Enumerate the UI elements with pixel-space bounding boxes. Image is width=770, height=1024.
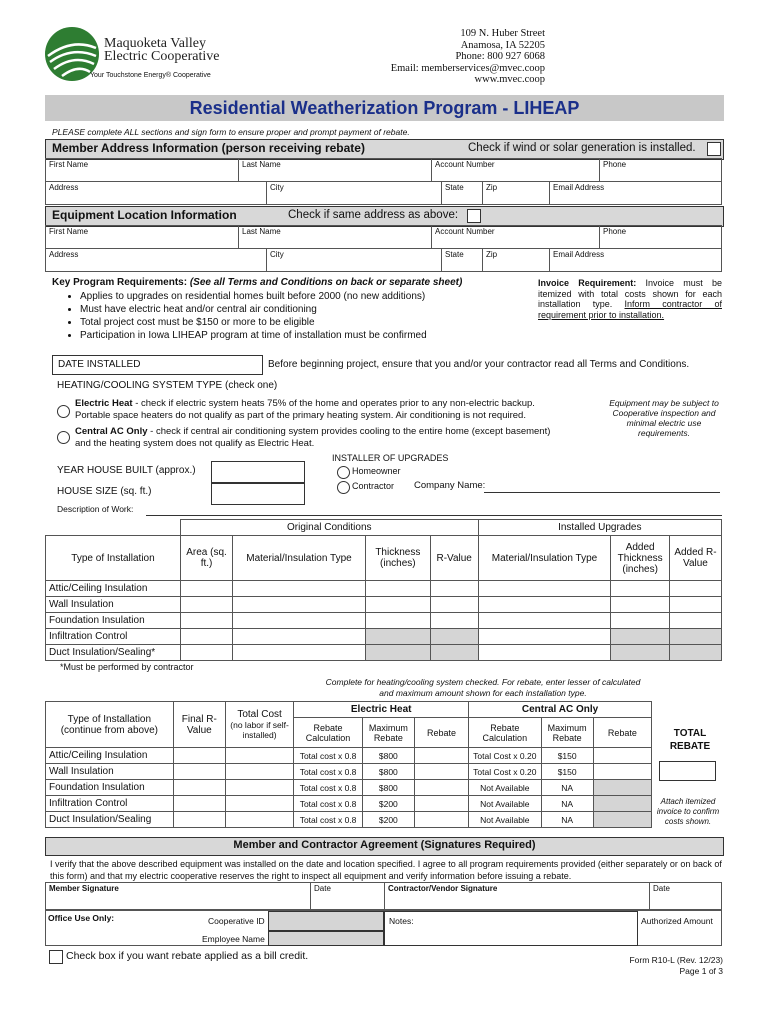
homeowner-label: Homeowner xyxy=(352,466,401,476)
c-calc-cell: Not Available xyxy=(469,780,542,796)
rebate-table xyxy=(45,701,652,828)
col-thickness: Thickness (inches) xyxy=(365,536,430,581)
table-row-label: Foundation Insulation xyxy=(46,780,174,796)
equip-state-field[interactable]: State xyxy=(441,248,483,272)
equipment-heading: Equipment Location Information xyxy=(52,208,237,222)
col-type2: Type of Installation (continue from above) xyxy=(46,702,174,748)
year-built-field[interactable] xyxy=(211,461,305,483)
table-cell[interactable] xyxy=(233,581,366,597)
col-area: Area (sq. ft.) xyxy=(180,536,232,581)
equip-first-name-field[interactable]: First Name xyxy=(45,225,239,249)
electric-heat-text: Electric Heat - check if electric system heats 75% of the home and operates prior to any non-electric backup. Portable space heaters do not qualify as part of the primary heating system. Air conditioning is not required. xyxy=(75,398,535,421)
member-city-field[interactable]: City xyxy=(266,181,442,205)
table-cell[interactable] xyxy=(233,629,366,645)
e-max-cell: $200 xyxy=(362,812,414,828)
table-cell[interactable] xyxy=(365,613,430,629)
installer-label: INSTALLER OF UPGRADES xyxy=(332,453,449,463)
table-row-label: Duct Insulation/Sealing* xyxy=(46,645,181,661)
instructions: PLEASE complete ALL sections and sign form to ensure proper and prompt payment of rebate. xyxy=(52,127,410,137)
table-cell[interactable] xyxy=(669,613,721,629)
table-cell[interactable] xyxy=(414,748,468,764)
authorized-amount-label: Authorized Amount xyxy=(641,916,713,926)
equip-zip-field[interactable]: Zip xyxy=(482,248,550,272)
total-rebate-field[interactable] xyxy=(659,761,716,781)
same-address-label: Check if same address as above: xyxy=(288,209,459,221)
table-cell[interactable] xyxy=(478,613,611,629)
hvac-label: HEATING/COOLING SYSTEM TYPE (check one) xyxy=(57,380,278,391)
table-cell[interactable] xyxy=(478,581,611,597)
house-size-field[interactable] xyxy=(211,483,305,505)
table-row-label: Wall Insulation xyxy=(46,764,174,780)
e-max-cell: $200 xyxy=(362,796,414,812)
table-cell[interactable] xyxy=(430,581,478,597)
description-line[interactable] xyxy=(146,515,722,516)
table-cell[interactable] xyxy=(173,780,225,796)
table-cell[interactable] xyxy=(173,812,225,828)
c-calc-cell: Total Cost x 0.20 xyxy=(469,764,542,780)
c-max-cell: NA xyxy=(541,812,593,828)
table-cell[interactable] xyxy=(180,629,232,645)
wind-solar-label: Check if wind or solar generation is installed. xyxy=(468,142,696,154)
equip-phone-field[interactable]: Phone xyxy=(599,225,722,249)
company-name-line[interactable] xyxy=(484,492,720,493)
central-ac-text: Central AC Only - check if central air conditioning system provides cooling to the entire home (except basement) and the heating system does not qualify as Electric Heat. xyxy=(75,426,551,449)
requirement-item: • Total project cost must be $150 or more to be eligible xyxy=(80,316,486,329)
c-max-cell: $150 xyxy=(541,764,593,780)
table-row-label: Duct Insulation/Sealing xyxy=(46,812,174,828)
requirements-list xyxy=(66,290,486,342)
col-e-max: Maximum Rebate xyxy=(362,718,414,748)
member-phone-field[interactable]: Phone xyxy=(599,158,722,182)
e-calc-cell: Total cost x 0.8 xyxy=(294,780,362,796)
employee-label: Employee Name xyxy=(202,934,265,944)
col-added-rvalue: Added R-Value xyxy=(669,536,721,581)
requirement-item: • Participation in Iowa LIHEAP program at time of installation must be confirmed xyxy=(80,329,486,342)
table-cell[interactable] xyxy=(225,812,293,828)
col-type: Type of Installation xyxy=(46,536,181,581)
e-calc-cell: Total cost x 0.8 xyxy=(294,796,362,812)
table-cell-disabled xyxy=(365,629,430,645)
table-row-label: Attic/Ceiling Insulation xyxy=(46,581,181,597)
table-row-label: Foundation Insulation xyxy=(46,613,181,629)
contractor-footnote: *Must be performed by contractor xyxy=(60,662,194,672)
installed-upgrades-header: Installed Upgrades xyxy=(478,520,721,536)
col-material-installed: Material/Insulation Type xyxy=(478,536,611,581)
complete-note: Complete for heating/cooling system checked. For rebate, enter lesser of calculated and maximum amount shown for each installation type. xyxy=(325,677,641,698)
central-ac-header: Central AC Only xyxy=(469,702,652,718)
original-conditions-header: Original Conditions xyxy=(180,520,478,536)
col-c-rebate: Rebate xyxy=(593,718,651,748)
contractor-signature-field[interactable]: Contractor/Vendor Signature xyxy=(384,882,650,910)
table-cell[interactable] xyxy=(233,613,366,629)
office-use-label: Office Use Only: xyxy=(48,913,115,923)
table-cell[interactable] xyxy=(669,597,721,613)
table-cell[interactable] xyxy=(611,613,669,629)
form-title: Residential Weatherization Program - LIHEAP xyxy=(45,95,724,121)
coop-id-field[interactable] xyxy=(268,911,384,931)
table-cell[interactable] xyxy=(365,581,430,597)
agreement-text: I verify that the above described equipment was installed on the date and location specified. I agree to all program requirements provided (either separately or on back of this form) and that my electric cooperative reserves the right to inspect all equipment and verify information before issuing a rebate. xyxy=(50,859,722,881)
table-cell[interactable] xyxy=(180,613,232,629)
table-row-label: Infiltration Control xyxy=(46,629,181,645)
c-max-cell: NA xyxy=(541,796,593,812)
homeowner-radio[interactable] xyxy=(337,466,350,479)
table-cell[interactable] xyxy=(233,645,366,661)
wind-solar-checkbox[interactable] xyxy=(707,142,721,156)
c-max-cell: $150 xyxy=(541,748,593,764)
table-cell[interactable] xyxy=(478,629,611,645)
col-added-thickness: Added Thickness (inches) xyxy=(611,536,669,581)
member-signature-field[interactable]: Member Signature xyxy=(45,882,311,910)
bill-credit-label: Check box if you want rebate applied as a bill credit. xyxy=(66,950,309,962)
table-cell[interactable] xyxy=(225,764,293,780)
description-label: Description of Work: xyxy=(57,504,134,514)
e-calc-cell: Total cost x 0.8 xyxy=(294,748,362,764)
c-calc-cell: Not Available xyxy=(469,796,542,812)
year-built-label: YEAR HOUSE BUILT (approx.) xyxy=(57,465,196,476)
e-calc-cell: Total cost x 0.8 xyxy=(294,764,362,780)
contractor-radio[interactable] xyxy=(337,481,350,494)
employee-field[interactable] xyxy=(268,931,384,946)
bill-credit-checkbox[interactable] xyxy=(49,950,63,964)
table-cell[interactable] xyxy=(414,796,468,812)
col-total-cost: Total Cost (no labor if self-installed) xyxy=(225,702,293,748)
requirements-heading: Key Program Requirements: (See all Terms and Conditions on back or separate sheet) xyxy=(52,277,463,288)
member-first-name-field[interactable]: First Name xyxy=(45,158,239,182)
requirement-item: • Applies to upgrades on residential homes built before 2000 (no new additions) xyxy=(80,290,486,303)
col-e-rebate: Rebate xyxy=(414,718,468,748)
equip-city-field[interactable]: City xyxy=(266,248,442,272)
agreement-heading: Member and Contractor Agreement (Signatures Required) xyxy=(233,839,536,851)
equip-last-name-field[interactable]: Last Name xyxy=(238,225,432,249)
table-cell[interactable] xyxy=(414,764,468,780)
table-cell[interactable] xyxy=(225,748,293,764)
member-email-field[interactable]: Email Address xyxy=(549,181,722,205)
e-max-cell: $800 xyxy=(362,764,414,780)
table-cell[interactable] xyxy=(180,597,232,613)
table-cell[interactable] xyxy=(478,597,611,613)
table-row-label: Wall Insulation xyxy=(46,597,181,613)
contact-block: 109 N. Huber Street Anamosa, IA 52205 Phone: 800 927 6068 Email: memberservices@mvec.coop www.mvec.coop xyxy=(390,28,545,85)
invoice-requirement: Invoice Requirement: Invoice must be itemized with total costs shown for each installation type. Inform contractor of requirement prior to installation. xyxy=(538,278,722,320)
table-cell[interactable] xyxy=(611,581,669,597)
table-cell[interactable] xyxy=(173,748,225,764)
attach-note: Attach itemized invoice to confirm costs shown. xyxy=(656,797,720,826)
col-e-calc: Rebate Calculation xyxy=(294,718,362,748)
table-cell-disabled xyxy=(611,645,669,661)
before-note: Before beginning project, ensure that you and/or your contractor read all Terms and Conditions. xyxy=(268,359,690,370)
table-cell[interactable] xyxy=(669,581,721,597)
table-row-label: Infiltration Control xyxy=(46,796,174,812)
table-cell[interactable] xyxy=(173,796,225,812)
e-max-cell: $800 xyxy=(362,748,414,764)
member-date-field[interactable]: Date xyxy=(310,882,385,910)
table-cell[interactable] xyxy=(593,764,651,780)
central-ac-radio[interactable] xyxy=(57,431,70,444)
col-rvalue: R-Value xyxy=(430,536,478,581)
member-state-field[interactable]: State xyxy=(441,181,483,205)
table-cell-disabled xyxy=(611,629,669,645)
table-cell-disabled xyxy=(430,629,478,645)
table-cell[interactable] xyxy=(593,748,651,764)
e-max-cell: $800 xyxy=(362,780,414,796)
col-c-calc: Rebate Calculation xyxy=(469,718,542,748)
table-cell-disabled xyxy=(365,645,430,661)
requirement-item: • Must have electric heat and/or central air conditioning xyxy=(80,303,486,316)
contractor-date-field[interactable]: Date xyxy=(649,882,722,910)
table-cell[interactable] xyxy=(478,645,611,661)
member-account-field[interactable]: Account Number xyxy=(431,158,600,182)
electric-heat-header: Electric Heat xyxy=(294,702,469,718)
tagline: Your Touchstone Energy® Cooperative xyxy=(90,72,211,79)
total-rebate-label: TOTAL REBATE xyxy=(669,728,711,752)
table-cell[interactable] xyxy=(233,597,366,613)
e-calc-cell: Total cost x 0.8 xyxy=(294,812,362,828)
table-cell[interactable] xyxy=(173,764,225,780)
notes-label: Notes: xyxy=(389,916,414,926)
table-cell[interactable] xyxy=(180,581,232,597)
table-cell[interactable] xyxy=(414,780,468,796)
house-size-label: HOUSE SIZE (sq. ft.) xyxy=(57,486,152,497)
table-cell-disabled xyxy=(593,780,651,796)
col-c-max: Maximum Rebate xyxy=(541,718,593,748)
coop-id-label: Cooperative ID xyxy=(208,916,265,926)
col-final-r: Final R-Value xyxy=(173,702,225,748)
table-cell[interactable] xyxy=(430,613,478,629)
c-calc-cell: Total Cost x 0.20 xyxy=(469,748,542,764)
table-cell[interactable] xyxy=(611,597,669,613)
member-last-name-field[interactable]: Last Name xyxy=(238,158,432,182)
equip-address-field[interactable]: Address xyxy=(45,248,267,272)
table-cell-disabled xyxy=(593,796,651,812)
member-heading: Member Address Information (person receiving rebate) xyxy=(52,141,365,155)
member-address-field[interactable]: Address xyxy=(45,181,267,205)
table-cell[interactable] xyxy=(180,645,232,661)
c-max-cell: NA xyxy=(541,780,593,796)
table-cell-disabled xyxy=(669,645,721,661)
date-installed-label: DATE INSTALLED xyxy=(58,359,141,370)
inspection-note: Equipment may be subject to Cooperative inspection and minimal electric use requirements. xyxy=(609,398,719,438)
org-name: Maquoketa Valley Electric Cooperative xyxy=(104,36,220,64)
same-address-checkbox[interactable] xyxy=(467,209,481,223)
conditions-table xyxy=(45,519,722,661)
table-cell-disabled xyxy=(593,812,651,828)
contractor-label: Contractor xyxy=(352,481,395,491)
table-cell-disabled xyxy=(430,645,478,661)
company-name-label: Company Name: xyxy=(414,480,486,491)
c-calc-cell: Not Available xyxy=(469,812,542,828)
form-footer: Form R10-L (Rev. 12/23) Page 1 of 3 xyxy=(629,955,723,976)
table-cell[interactable] xyxy=(430,597,478,613)
equip-email-field[interactable]: Email Address xyxy=(549,248,722,272)
col-material: Material/Insulation Type xyxy=(233,536,366,581)
equip-account-field[interactable]: Account Number xyxy=(431,225,600,249)
table-row-label: Attic/Ceiling Insulation xyxy=(46,748,174,764)
notes-field[interactable] xyxy=(384,911,638,946)
table-cell-disabled xyxy=(669,629,721,645)
member-zip-field[interactable]: Zip xyxy=(482,181,550,205)
table-cell[interactable] xyxy=(225,796,293,812)
electric-heat-radio[interactable] xyxy=(57,405,70,418)
table-cell[interactable] xyxy=(414,812,468,828)
table-cell[interactable] xyxy=(225,780,293,796)
table-cell[interactable] xyxy=(365,597,430,613)
